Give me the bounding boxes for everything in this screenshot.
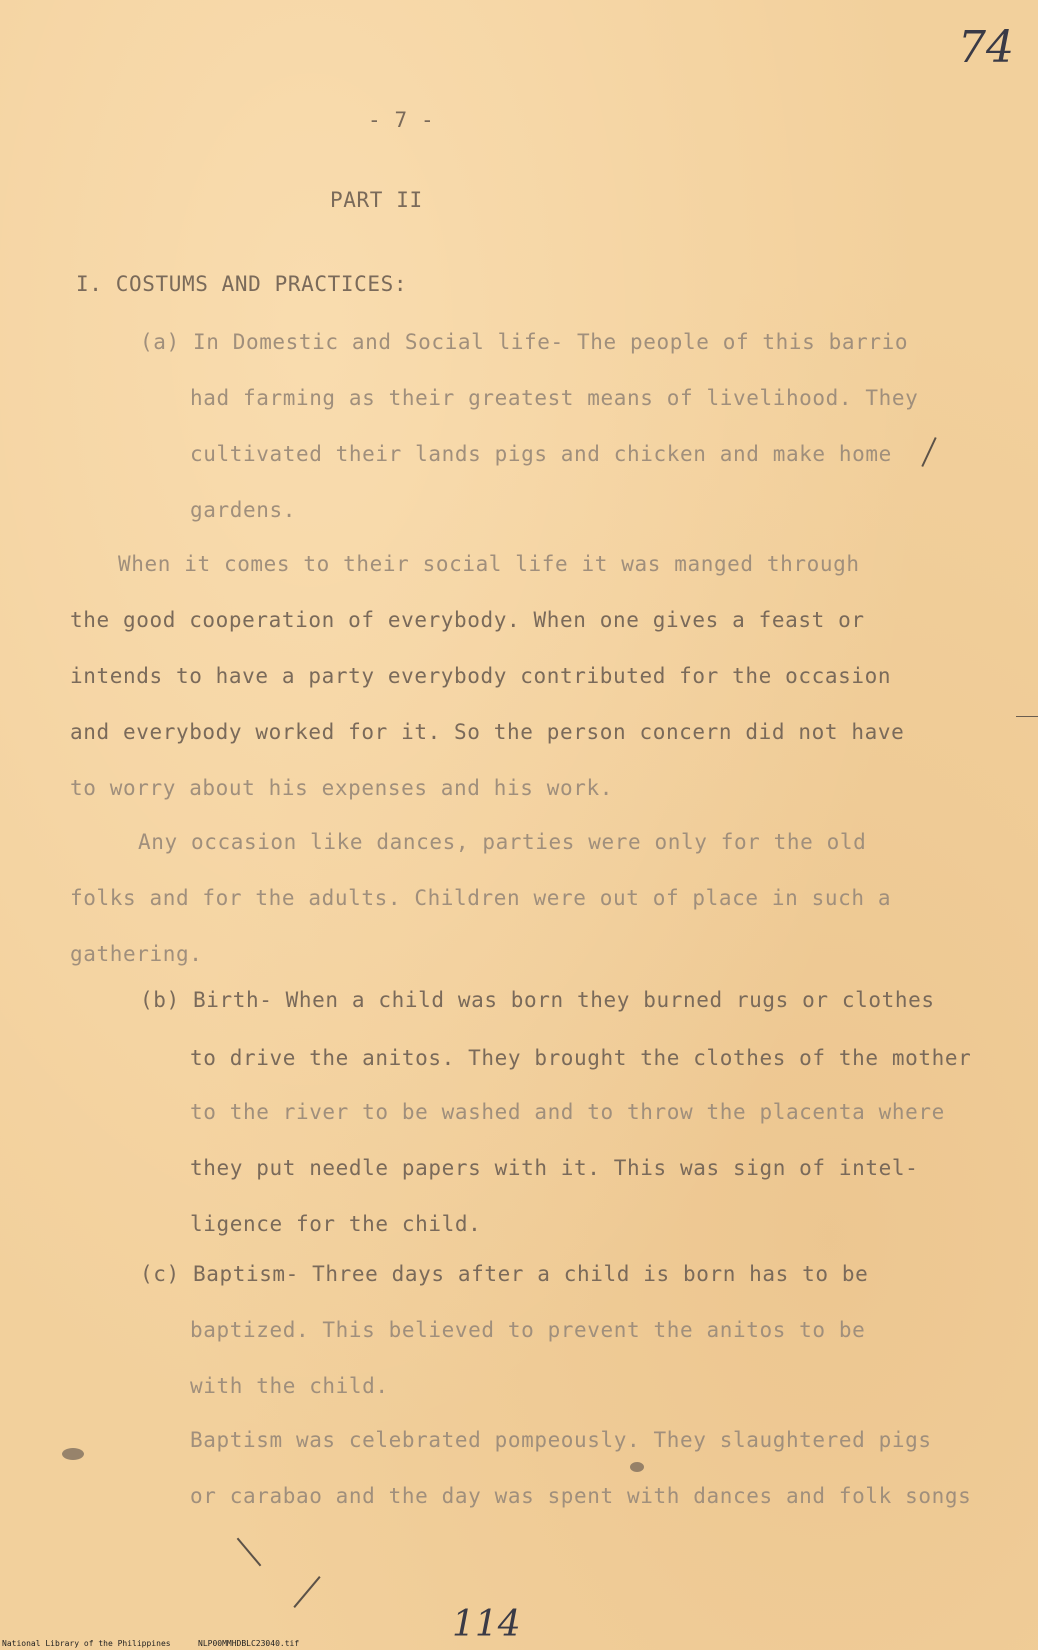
text-line: gathering. [70, 942, 203, 966]
section-heading: I. COSTUMS AND PRACTICES: [76, 272, 408, 296]
text-line: had farming as their greatest means of livelihood. They [190, 386, 919, 410]
text-line: they put needle papers with it. This was sign of intel- [190, 1156, 919, 1180]
edge-line-mark [1016, 716, 1038, 717]
text-line: the good cooperation of everybody. When one gives a feast or [70, 608, 865, 632]
footer-archive-name: National Library of the Philippines [2, 1639, 171, 1648]
text-line: baptized. This believed to prevent the anitos to be [190, 1318, 866, 1342]
text-line: ligence for the child. [190, 1212, 482, 1236]
ink-smudge [630, 1462, 644, 1472]
text-line: cultivated their lands pigs and chicken and make home [190, 442, 892, 466]
part-heading: PART II [330, 188, 423, 212]
text-line: gardens. [190, 498, 296, 522]
handwritten-number-bottom: 114 [452, 1604, 521, 1645]
text-line: (b) Birth- When a child was born they burned rugs or clothes [140, 988, 935, 1012]
text-line: intends to have a party everybody contributed for the occasion [70, 664, 892, 688]
text-line: folks and for the adults. Children were out of place in such a [70, 886, 892, 910]
text-line: (a) In Domestic and Social life- The people of this barrio [140, 330, 909, 354]
page-number: - 7 - [368, 108, 435, 132]
text-line: Baptism was celebrated pompeously. They slaughtered pigs [190, 1428, 932, 1452]
footer-file-name: NLP00MMHDBLC23040.tif [198, 1639, 300, 1648]
text-line: or carabao and the day was spent with dances and folk songs [190, 1484, 972, 1508]
ink-smudge [62, 1448, 84, 1460]
handwritten-scratch-mark [293, 1576, 320, 1608]
handwritten-slash-mark [921, 437, 936, 467]
text-line: with the child. [190, 1374, 389, 1398]
corner-page-number: 74 [958, 22, 1014, 73]
text-line: (c) Baptism- Three days after a child is born has to be [140, 1262, 869, 1286]
text-line: Any occasion like dances, parties were only for the old [138, 830, 867, 854]
text-line: and everybody worked for it. So the person concern did not have [70, 720, 905, 744]
text-line: to worry about his expenses and his work. [70, 776, 613, 800]
text-line: to the river to be washed and to throw the placenta where [190, 1100, 945, 1124]
text-line: to drive the anitos. They brought the clothes of the mother [190, 1046, 972, 1070]
handwritten-scratch-mark [237, 1538, 262, 1567]
text-line: When it comes to their social life it was manged through [118, 552, 860, 576]
